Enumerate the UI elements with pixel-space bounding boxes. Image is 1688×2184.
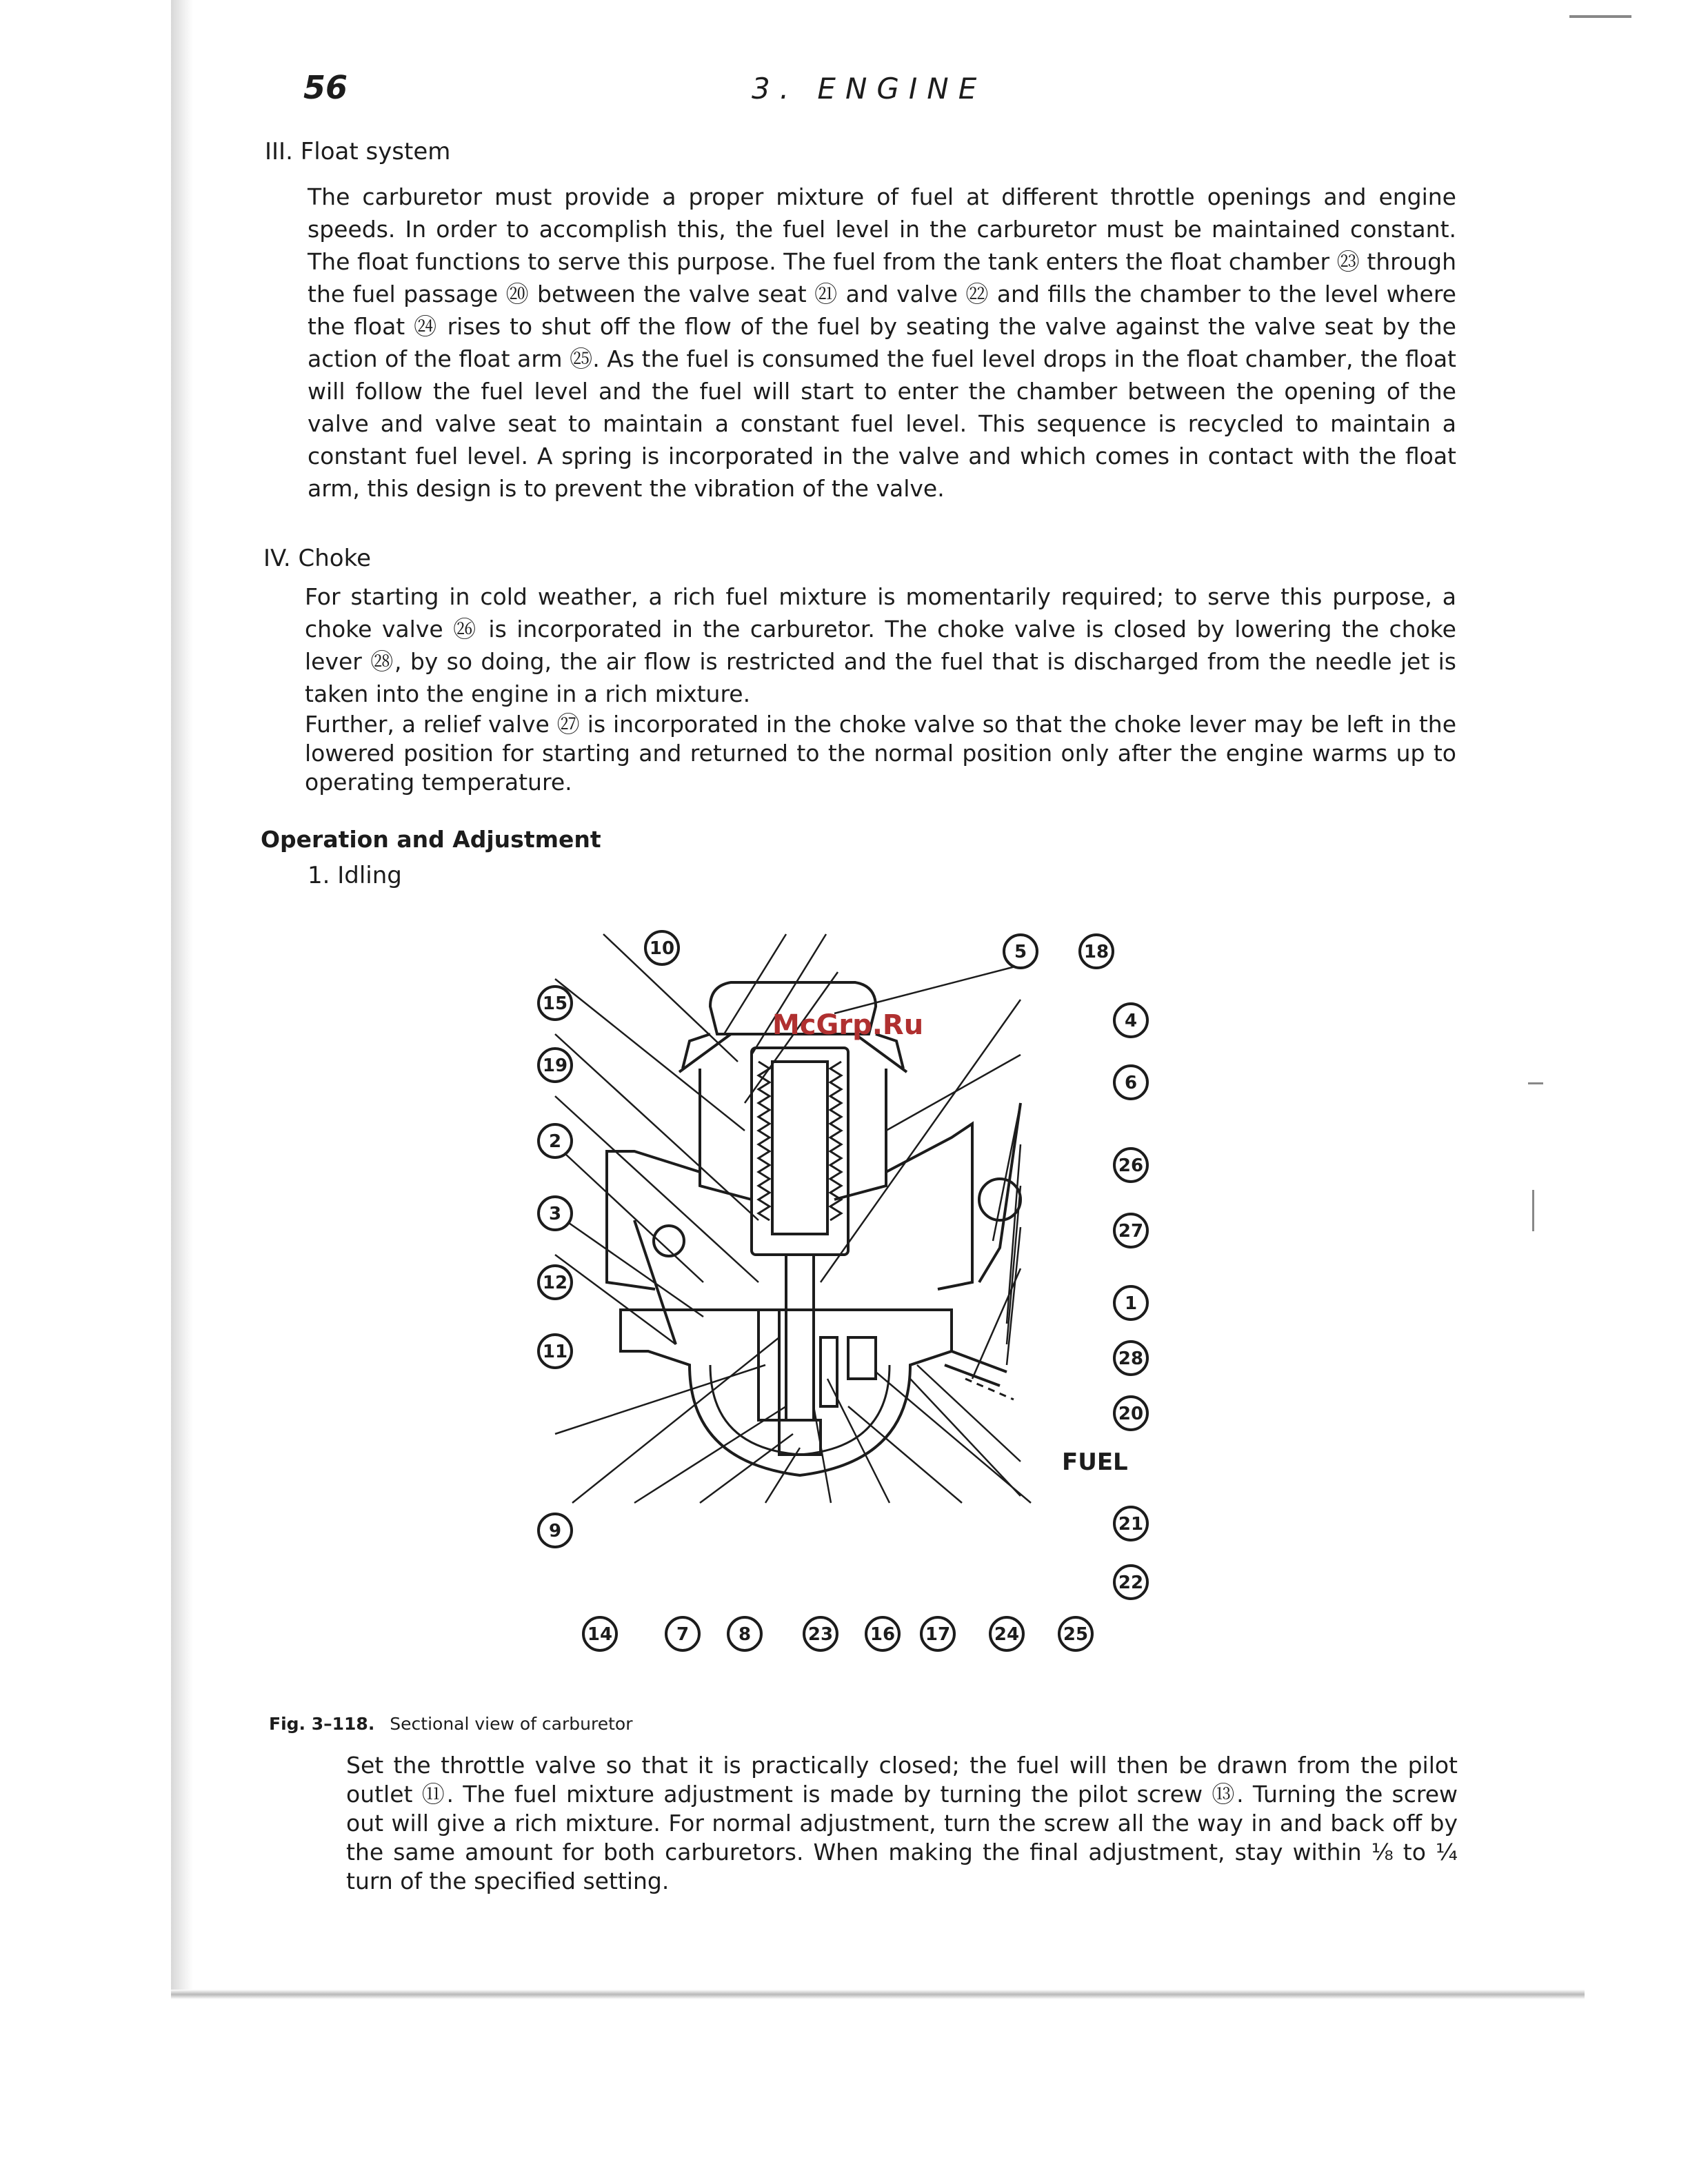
callout-3: 3 [548, 1204, 562, 1224]
callout-5: 5 [1014, 942, 1027, 962]
float-system-heading: III. Float system [265, 138, 451, 165]
chapter-title: 3. ENGINE [752, 72, 987, 105]
callout-15: 15 [542, 993, 568, 1014]
carburetor-diagram [524, 924, 1214, 1675]
edge-mark [1528, 1082, 1543, 1084]
callout-19: 19 [542, 1055, 568, 1076]
callout-27: 27 [1118, 1221, 1144, 1242]
float-system-paragraph: The carburetor must provide a proper mixture of fuel at different throttle openings and engine speeds. In order to accomplish this, the fuel level in the carburetor must be maintained constant. The float functions to serve this purpose. The fuel from the tank enters the float chamber ㉓ through the fuel passage ⑳ between the valve seat ㉑ and valve ㉒ and fills the chamber to the level where the float ㉔ rises to shut off the flow of the fuel by seating the valve against the valve seat by the action of the float arm ㉕. As the fuel is consumed the fuel level drops in the float chamber, the float will follow the fuel level and the fuel will start to enter the chamber between the opening of the valve and valve seat to maintain a constant fuel level. This sequence is recycled to maintain a constant fuel level. A spring is incorporated in the valve and which comes in contact with the float arm, this design is to prevent the vibration of the valve. [308, 183, 1456, 502]
edge-mark [1532, 1190, 1534, 1231]
callout-14: 14 [587, 1624, 613, 1645]
callout-21: 21 [1118, 1514, 1144, 1535]
callout-8: 8 [738, 1624, 752, 1645]
callout-10: 10 [649, 938, 675, 959]
idling-subheading: 1. Idling [308, 862, 402, 889]
callout-9: 9 [548, 1521, 562, 1541]
callout-24: 24 [994, 1624, 1020, 1645]
callout-23: 23 [807, 1624, 834, 1645]
callout-6: 6 [1124, 1073, 1138, 1093]
callout-28: 28 [1118, 1348, 1144, 1369]
watermark: McGrp.Ru [772, 1009, 924, 1041]
throttle-spring [758, 1062, 770, 1220]
figure-caption [269, 1714, 632, 1734]
scan-edge-bottom [171, 1990, 1585, 1999]
caption-label: Fig. 3–118. [269, 1714, 375, 1734]
callout-11: 11 [542, 1342, 568, 1362]
callout-26: 26 [1118, 1155, 1144, 1176]
caption-text: Sectional view of carburetor [390, 1714, 633, 1734]
callout-20: 20 [1118, 1404, 1144, 1424]
needle-jet [786, 1255, 814, 1420]
choke-paragraph-1: For starting in cold weather, a rich fuel mixture is momentarily required; to serve this purpose, a choke valve ㉖ is incorporated in the carburetor. The choke valve is closed by lowering the choke lever ㉘, by so doing, the air flow is restricted and the fuel that is discharged from the needle jet is taken into the engine in a rich mixture. [305, 583, 1456, 707]
float-valve [848, 1337, 876, 1379]
operation-heading: Operation and Adjustment [261, 826, 601, 853]
callout-16: 16 [870, 1624, 896, 1645]
callout-25: 25 [1063, 1624, 1089, 1645]
callout-17: 17 [925, 1624, 951, 1645]
fuel-label: FUEL [1062, 1448, 1128, 1476]
scan-edge-left [171, 0, 193, 1999]
callout-22: 22 [1118, 1573, 1144, 1593]
callout-4: 4 [1124, 1011, 1138, 1031]
edge-mark [1569, 15, 1631, 18]
callout-12: 12 [542, 1273, 568, 1293]
choke-paragraph-2: Further, a relief valve ㉗ is incorporated in the choke valve so that the choke lever may be left in the lowered position for starting and returned to the normal position only after the engine warms up to operating temperature. [305, 711, 1456, 796]
idling-paragraph: Set the throttle valve so that it is practically closed; the fuel will then be drawn from the pilot outlet ⑪. The fuel mixture adjustment is made by turning the pilot screw ⑬. Turning the screw out will give a rich mixture. For normal adjustment, turn the screw all the way in and back off by the same amount for both carburetors. When making the final adjustment, stay within ⅛ to ¼ turn of the specified setting. [346, 1752, 1458, 1894]
page-number: 56 [303, 69, 348, 106]
throttle-slide [752, 1048, 848, 1255]
callout-7: 7 [676, 1624, 690, 1645]
callout-18: 18 [1083, 942, 1109, 962]
callout-1: 1 [1124, 1293, 1138, 1314]
choke-heading: IV. Choke [263, 545, 372, 572]
callout-2: 2 [548, 1131, 562, 1152]
